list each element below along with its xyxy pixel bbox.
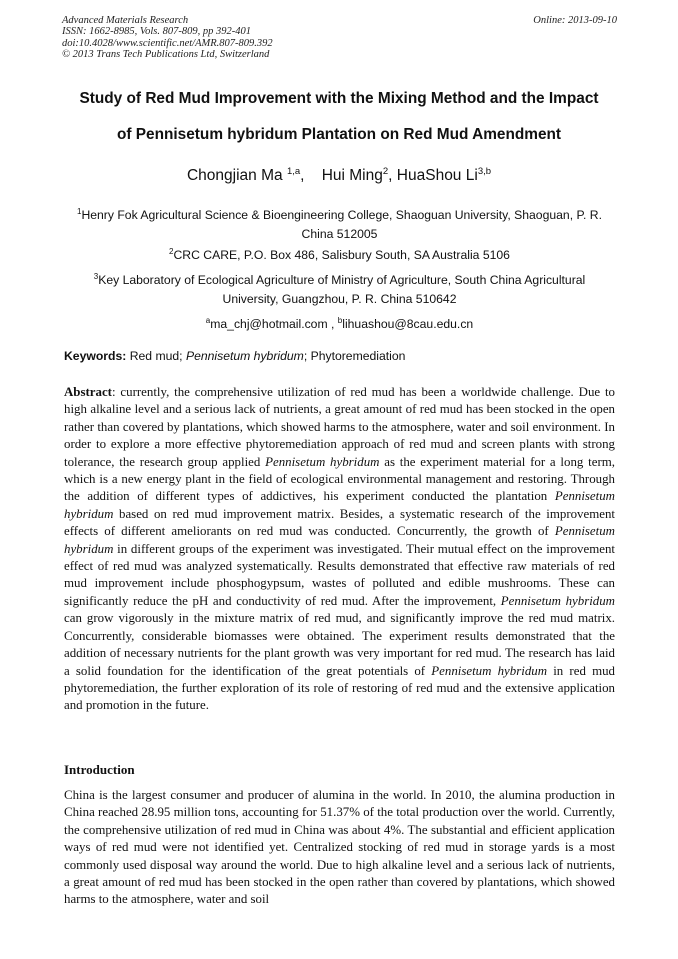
abstract-italic-5: Pennisetum hybridum	[431, 663, 548, 678]
author-2-sup: 2	[382, 166, 389, 177]
keywords-label: Keywords:	[64, 349, 127, 363]
affiliation-3	[86, 267, 593, 309]
affiliation-1-text: Henry Fok Agricultural Science & Bioengineering College, Shaoguan University, Shaoguan, P. R. China 512005	[81, 208, 602, 242]
copyright-line: © 2013 Trans Tech Publications Ltd, Switzerland	[62, 49, 270, 61]
email-a-sup: a	[205, 316, 211, 325]
email-line	[62, 311, 617, 334]
affiliation-3-sup: 3	[93, 272, 99, 281]
author-1: Chongjian Ma	[186, 167, 283, 185]
online-date: Online: 2013-09-10	[533, 15, 617, 26]
keywords	[64, 349, 616, 363]
paper-title-line-1: Study of Red Mud Improvement with the Mixing Method and the Impact	[79, 90, 599, 107]
email-b-sup: b	[337, 316, 343, 325]
keyword-2: Pennisetum hybridum	[185, 349, 304, 363]
author-1-sup: 1,a	[286, 166, 301, 177]
introduction-heading: Introduction	[64, 762, 135, 777]
abstract-text-2: as the experiment material for a long term, which is a new energy plant in the field of ecological environmental management and restoring. Through the addition of different types of addictives, his experiment conducted the plantation	[64, 454, 615, 504]
journal-name: Advanced Materials Research	[62, 15, 189, 26]
affiliation-1-sup: 1	[77, 207, 82, 216]
abstract-text-4: in different groups of the experiment was investigated. Their mutual effect on the improvement effect of red mud was analyzed systematically. Results demonstrated that effective raw materials of red mud improvement include phosphogypsum, wastes of polluted and edible mushrooms. These can significantly reduce the pH and conductivity of red mud. After the improvement,	[64, 541, 615, 608]
abstract-text-5: can grow vigorously in the mixture matrix of red mud, and significantly improve the red mud matrix. Concurrently, considerable biomasses were obtained. The experiment results demonstrated that the addition of necessary nutrients for the plant growth was very important for red mud. The research has laid a solid foundation for the identification of the great potentials of	[64, 611, 615, 678]
email-sep: ,	[327, 317, 338, 332]
issn-line: ISSN: 1662-8985, Vols. 807-809, pp 392-401	[62, 26, 251, 38]
abstract-italic-4: Pennisetum hybridum	[500, 593, 615, 608]
abstract-text-1: : currently, the comprehensive utilization of red mud has been a worldwide challenge. Due to high alkaline level and a serious lack of nutrients, a great amount of red mud has been stocked in the open rather than covered by plantations, which showed harms to the atmosphere, water and soil environment. In order to explore a more effective phytoremediation approach of red mud and screen plants with strong tolerance, the research group applied	[64, 385, 615, 469]
author-list	[40, 166, 638, 185]
affiliation-2	[62, 242, 617, 265]
affiliation-3-text: Key Laboratory of Ecological Agriculture of Ministry of Agriculture, South China Agricultural University, Guangzhou, P. R. China 510642	[98, 273, 586, 307]
author-sep-1: ,	[300, 167, 305, 185]
author-3: HuaShou Li	[396, 167, 478, 185]
introduction-paragraph: China is the largest consumer and producer of alumina in the world. In 2010, the alumina production in China reached 28.95 million tons, accounting for 51.37% of the total production over the world. Currently, the comprehensive utilization of red mud in China was about 4%. The substantial and efficient application ways of red mud were not identified yet. Centralized stocking of red mud in storage yards is a most commonly used disposal way around the world. Due to high alkaline level and a serious lack of nutrients, a great amount of red mud has been stocked in the open rather than covered by plantations, which showed harms to the atmosphere, water and soil	[64, 788, 615, 907]
author-3-sup: 3,b	[477, 166, 492, 177]
journal-header	[62, 15, 617, 61]
affiliation-2-sup: 2	[169, 247, 174, 256]
abstract-italic-2: Pennisetum hybridum	[64, 489, 615, 521]
abstract-italic-3: Pennisetum hybridum	[64, 524, 615, 556]
affiliation-1	[62, 202, 617, 244]
abstract-text-3: based on red mud improvement matrix. Besides, a systematic research of the improvement effects of different ameliorants on red mud was conducted. Concurrently, the growth of	[64, 506, 615, 539]
doi-line: doi:10.4028/www.scientific.net/AMR.807-809.392	[62, 37, 273, 49]
abstract-label: Abstract	[64, 385, 112, 399]
abstract-text-6: in red mud phytoremediation, the further exploration of its role of restoring of red mud and the extensive application and promotion in the future.	[64, 663, 615, 713]
affiliation-2-text: CRC CARE, P.O. Box 486, Salisbury South, SA Australia 5106	[173, 248, 510, 263]
email-a: ma_chj@hotmail.com	[210, 317, 328, 332]
author-2: Hui Ming	[321, 167, 383, 185]
keyword-3: ; Phytoremediation	[303, 349, 406, 363]
abstract-paragraph	[64, 384, 615, 715]
paper-title-line-2: of Pennisetum hybridum Plantation on Red Mud Amendment	[116, 126, 562, 143]
keyword-1: Red mud;	[126, 349, 186, 363]
abstract-italic-1: Pennisetum hybridum	[265, 454, 380, 469]
email-b: lihuashou@8cau.edu.cn	[342, 317, 474, 332]
author-sep-2: ,	[388, 167, 393, 185]
